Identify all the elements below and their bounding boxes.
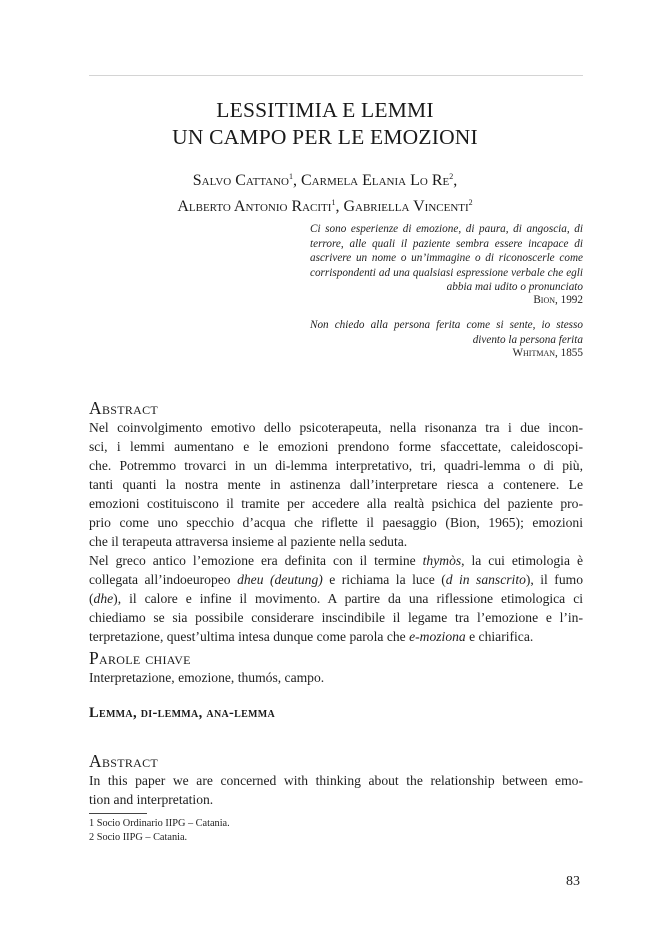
abstract-en-line: In this paper we are concerned with thinking about the relationship between emo- (89, 773, 583, 788)
abstract-it-line: che. Potremmo trovarci in un di-lemma interpretativo, tri, quadri-lemma o di più, (89, 458, 583, 473)
author-1: Salvo Cattano (192, 172, 289, 189)
footnote-rule (89, 813, 147, 814)
epigraph-1-source: Bion, 1992 (533, 294, 583, 306)
abstract-it-line: sci, i lemmi aumentano e le emozioni prendono forme sfaccettate, caleidoscopi- (89, 439, 583, 454)
text-run: ), il fumo (525, 572, 584, 587)
text-run: , la cui etimologia è (461, 553, 583, 568)
abstract-it-body (89, 418, 583, 646)
abstract-en-body (89, 771, 583, 809)
authors: Salvo Cattano$^1$, Carmela Elania Lo Re$^2$, Alberto Antonio Raciti$^1$, Gabriella Vincenti$^2$ (177, 172, 473, 215)
text-run: e chiarifica. (465, 629, 534, 644)
keywords-line: Interpretazione, emozione, thumós, campo. (89, 670, 325, 685)
author-3-ref: 1 (331, 198, 336, 207)
text-run: collegata all’indoeuropeo (89, 572, 238, 587)
term-dheu: dheu (deutung) (237, 572, 323, 587)
term-sanscrito: d in sanscrito (445, 572, 526, 587)
abstract-it-line: emozioni costituiscono il tramite per accedere alla realtà psichica del paziente pro- (89, 496, 583, 511)
abstract-it-heading: Abstract (89, 398, 159, 418)
abstract-en-line: tion and interpretation. (89, 792, 214, 807)
epigraph-2-text: Non chiedo alla persona ferita come si sente, io stesso divento la persona ferita (310, 319, 583, 346)
text-run: ), il calore e infine il movimento. A partire da una riflessione etimologica ci (113, 591, 583, 606)
article-title (0, 97, 650, 151)
footnotes (89, 817, 230, 845)
abstract-it-p2-line-1 (89, 551, 583, 570)
abstract-it-line: che il terapeuta attraversa insieme al paziente nella seduta. (89, 534, 408, 549)
keywords-heading: Parole chiave (89, 648, 191, 668)
author-1-ref: 1 (289, 172, 293, 181)
title-line-1: LESSITIMIA E LEMMI (216, 98, 434, 122)
author-4-ref: 2 (468, 198, 473, 207)
text-run: Nel greco antico l’emozione era definita con il termine (89, 553, 423, 568)
epigraph-2-source: Whitman, 1855 (512, 347, 583, 359)
author-2: Carmela Elania Lo Re (301, 172, 450, 189)
top-rule (89, 75, 583, 76)
term-dhe: dhe (93, 591, 114, 606)
term-e-moziona: e-moziona (409, 629, 466, 644)
epigraph-1-text: Ci sono esperienze di emozione, di paura, di angoscia, di terrore, alle quali il paziente sembra essere incapace di ascrivere un nome o un’immagine o di riconoscerle come corrispondenti ad una qualsiasi espressione verbale che egli abbia mai udito o pronunciato (310, 223, 583, 294)
term-thymos: thymòs (422, 553, 462, 568)
author-2-ref: 2 (449, 172, 454, 181)
section-title: Lemma, di-lemma, ana-lemma (89, 705, 276, 721)
abstract-it-p2-line-4: chiediamo se sia possibile considerare inscindibile il legame tra l’emozione e l’in- (89, 610, 583, 625)
abstract-it-line: Nel coinvolgimento emotivo dello psicoterapeuta, nella risonanza tra i due incon- (89, 420, 583, 435)
keywords-text (89, 668, 583, 687)
title-line-2: UN CAMPO PER LE EMOZIONI (172, 125, 478, 149)
abstract-en-heading: Abstract (89, 751, 159, 771)
text-run: terpretazione, quest’ultima intesa dunque come parola che (89, 629, 410, 644)
abstract-it-line: prio come uno specchio d’acqua che riflette il paesaggio (Bion, 1965); emozioni (89, 515, 583, 530)
abstract-it-p2-line-2 (89, 570, 583, 589)
author-4: Gabriella Vincenti (343, 198, 469, 215)
footnote-2: 2 Socio IIPG – Catania. (89, 832, 188, 843)
text-run: e richiama la luce ( (322, 572, 446, 587)
abstract-it-line: tanti quanti la nostra mente in astinenza dall’interpretare riesca a contenere. Le (89, 477, 583, 492)
abstract-it-p2-line-5 (89, 627, 583, 646)
abstract-it-p2-line-3 (89, 589, 583, 608)
text-run: ( (89, 591, 94, 606)
footnote-1: 1 Socio Ordinario IIPG – Catania. (89, 818, 230, 829)
author-3: Alberto Antonio Raciti (177, 198, 332, 215)
page-number: 83 (566, 874, 580, 889)
